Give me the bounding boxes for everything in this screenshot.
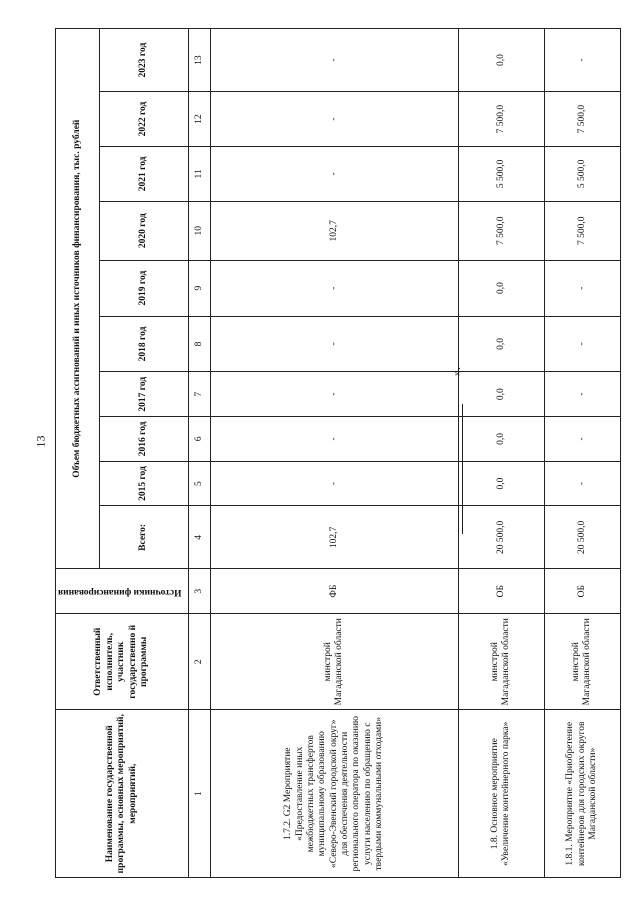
colnum-3: 3 xyxy=(188,569,210,614)
row2-2022: 7 500,0 xyxy=(458,92,544,147)
row2-source: ОБ xyxy=(458,569,544,614)
colnum-6: 6 xyxy=(188,417,210,462)
row3-2021: 5 500,0 xyxy=(544,146,620,201)
row2-executor: минстрой Магаданской области xyxy=(458,614,544,710)
year-2021: 2021 год xyxy=(100,146,189,201)
row1-total: 102,7 xyxy=(210,506,458,569)
row3-2016: - xyxy=(544,417,620,462)
row2-total: 20 500,0 xyxy=(458,506,544,569)
table-row xyxy=(210,29,458,878)
year-2023: 2023 год xyxy=(100,29,189,92)
row3-2019: - xyxy=(544,260,620,316)
row1-2017: - xyxy=(210,372,458,417)
table-row xyxy=(544,29,620,878)
row1-2023: - xyxy=(210,29,458,92)
row3-2017: - xyxy=(544,372,620,417)
row1-name: 1.7.2. G2 Мероприятие «Предоставление иных межбюджетных трансфертов муниципальному образованию «Северо-Эвенский городской округ» для обеспечения деятельности регионального оператора по оказанию услуги населению по обращению с твердыми коммунальными отходами» xyxy=(210,710,458,878)
year-2018: 2018 год xyxy=(100,316,189,372)
closing-mark: ». xyxy=(449,367,463,376)
row3-executor: минстрой Магаданской области xyxy=(544,614,620,710)
row3-name: 1.8.1. Мероприятие «Приобретение контейнеров для городских округов Магаданской области» xyxy=(544,710,620,878)
row1-source: ФБ xyxy=(210,569,458,614)
closing-line xyxy=(462,404,463,534)
row3-2018: - xyxy=(544,316,620,372)
colnum-11: 11 xyxy=(188,146,210,201)
year-total: Всего: xyxy=(100,506,189,569)
row2-2021: 5 500,0 xyxy=(458,146,544,201)
row1-2018: - xyxy=(210,316,458,372)
page-number: 13 xyxy=(33,435,48,448)
colnum-7: 7 xyxy=(188,372,210,417)
colnum-9: 9 xyxy=(188,260,210,316)
year-2017: 2017 год xyxy=(100,372,189,417)
row3-total: 20 500,0 xyxy=(544,506,620,569)
row3-2015: - xyxy=(544,461,620,506)
budget-table xyxy=(55,28,621,878)
row2-2023: 0,0 xyxy=(458,29,544,92)
colnum-8: 8 xyxy=(188,316,210,372)
row2-2015: 0,0 xyxy=(458,461,544,506)
row3-2020: 7 500,0 xyxy=(544,201,620,260)
row2-2020: 7 500,0 xyxy=(458,201,544,260)
row1-2020: 102,7 xyxy=(210,201,458,260)
colnum-10: 10 xyxy=(188,201,210,260)
row2-2017: 0,0 xyxy=(458,372,544,417)
colnum-2: 2 xyxy=(188,614,210,710)
header-col3 xyxy=(56,569,189,614)
colnum-12: 12 xyxy=(188,92,210,147)
row1-executor: минстрой Магаданской области xyxy=(210,614,458,710)
row2-2018: 0,0 xyxy=(458,316,544,372)
closing-block xyxy=(444,364,484,544)
colnum-1: 1 xyxy=(188,710,210,878)
colnum-13: 13 xyxy=(188,29,210,92)
row1-2021: - xyxy=(210,146,458,201)
budget-table-rotated xyxy=(55,28,611,878)
row2-2019: 0,0 xyxy=(458,260,544,316)
header-col1: Наименование государственной программы, основных мероприятий, мероприятий, xyxy=(56,710,189,878)
row2-name: 1.8. Основное мероприятие «Увеличение контейнерного парка» xyxy=(458,710,544,878)
row1-2015: - xyxy=(210,461,458,506)
year-2020: 2020 год xyxy=(100,201,189,260)
row3-2022: 7 500,0 xyxy=(544,92,620,147)
colnum-4: 4 xyxy=(188,506,210,569)
year-2019: 2019 год xyxy=(100,260,189,316)
header-group: Объем бюджетных ассигнований и иных источников финансирования, тыс. рублей xyxy=(56,29,100,569)
year-2022: 2022 год xyxy=(100,92,189,147)
header-col2: Ответственный исполнитель, участник государственно й программы xyxy=(56,614,189,710)
row3-source: ОБ xyxy=(544,569,620,614)
row1-2019: - xyxy=(210,260,458,316)
year-2016: 2016 год xyxy=(100,417,189,462)
row1-2022: - xyxy=(210,92,458,147)
row1-2016: - xyxy=(210,417,458,462)
colnum-5: 5 xyxy=(188,461,210,506)
row3-2023: - xyxy=(544,29,620,92)
year-2015: 2015 год xyxy=(100,461,189,506)
header-col3-text: Источники финансирования xyxy=(58,586,182,597)
row2-2016: 0,0 xyxy=(458,417,544,462)
